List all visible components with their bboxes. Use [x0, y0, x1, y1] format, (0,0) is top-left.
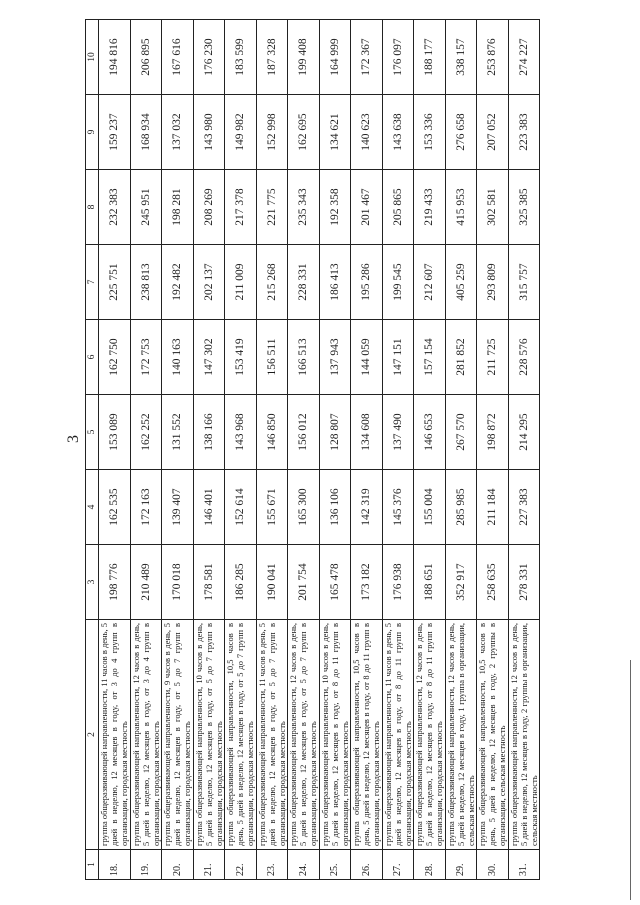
- cost-value: 258 635: [477, 545, 509, 620]
- cost-value: 208 269: [193, 170, 225, 245]
- table-row: [225, 20, 257, 880]
- cost-value: 219 433: [414, 170, 446, 245]
- table-row: [445, 20, 477, 880]
- cost-value: 162 535: [99, 470, 131, 545]
- row-number: 23.: [256, 850, 288, 880]
- row-number: 29.: [445, 850, 477, 880]
- table-row: [162, 20, 194, 880]
- cost-value: 198 872: [477, 395, 509, 470]
- cost-value: 162 252: [130, 395, 162, 470]
- cost-value: 325 385: [508, 170, 540, 245]
- group-description: группа общеразвивающей направленности, 12 часов в день, 5 дней в неделю, 12 месяцев в году, 2 группы в организации, сельская местность: [508, 620, 540, 850]
- cost-value: 134 608: [351, 395, 383, 470]
- cost-value: 228 331: [288, 245, 320, 320]
- cost-value: 137 943: [319, 320, 351, 395]
- cost-value: 143 980: [193, 95, 225, 170]
- table-row: [288, 20, 320, 880]
- cost-value: 168 934: [130, 95, 162, 170]
- cost-value: 245 951: [130, 170, 162, 245]
- cost-value: 352 917: [445, 545, 477, 620]
- cost-value: 138 166: [193, 395, 225, 470]
- cost-value: 147 151: [382, 320, 414, 395]
- cost-value: 202 137: [193, 245, 225, 320]
- column-header-5: 5: [86, 395, 99, 470]
- column-header-8: 8: [86, 170, 99, 245]
- cost-value: 212 607: [414, 245, 446, 320]
- cost-value: 176 230: [193, 20, 225, 95]
- cost-value: 302 581: [477, 170, 509, 245]
- cost-value: 149 982: [225, 95, 257, 170]
- cost-value: 223 383: [508, 95, 540, 170]
- cost-value: 176 938: [382, 545, 414, 620]
- cost-value: 178 581: [193, 545, 225, 620]
- cost-value: 153 336: [414, 95, 446, 170]
- cost-value: 187 328: [256, 20, 288, 95]
- cost-value: 137 032: [162, 95, 194, 170]
- group-description: группа общеразвивающей направленности, 10 часов в день, 5 дней в неделю, 12 месяцев в году, от 5 до 7 групп в организации, городская местность: [193, 620, 225, 850]
- cost-value: 128 807: [319, 395, 351, 470]
- cost-value: 145 376: [382, 470, 414, 545]
- cost-value: 153 089: [99, 395, 131, 470]
- column-header-10: 10: [86, 20, 99, 95]
- group-description: группа общеразвивающей направленности, 10,5 часов в день, 5 дней в неделю, 12 месяцев в году, 2 группы в организации, сельская местность: [477, 620, 509, 850]
- cost-value: 143 968: [225, 395, 257, 470]
- cost-value: 225 751: [99, 245, 131, 320]
- cost-value: 146 401: [193, 470, 225, 545]
- cost-value: 235 343: [288, 170, 320, 245]
- cost-value: 214 295: [508, 395, 540, 470]
- cost-value: 165 478: [319, 545, 351, 620]
- cost-value: 170 018: [162, 545, 194, 620]
- column-header-2: 2: [86, 620, 99, 850]
- group-description: группа общеразвивающей направленности, 11 часов в день, 5 дней в неделю, 12 месяцев в году, от 5 до 7 групп в организации, городская местность: [256, 620, 288, 850]
- table-row: [99, 20, 131, 880]
- cost-value: 139 407: [162, 470, 194, 545]
- cost-value: 227 383: [508, 470, 540, 545]
- table-row: [351, 20, 383, 880]
- cost-value: 131 552: [162, 395, 194, 470]
- cost-value: 293 809: [477, 245, 509, 320]
- table-row: [256, 20, 288, 880]
- table-header-row: [86, 20, 99, 880]
- cost-value: 162 695: [288, 95, 320, 170]
- row-number: 22.: [225, 850, 257, 880]
- table-row: [382, 20, 414, 880]
- table-row: [414, 20, 446, 880]
- cost-value: 195 286: [351, 245, 383, 320]
- cost-value: 159 237: [99, 95, 131, 170]
- cost-value: 153 419: [225, 320, 257, 395]
- cost-value: 140 623: [351, 95, 383, 170]
- cost-value: 136 106: [319, 470, 351, 545]
- cost-value: 217 378: [225, 170, 257, 245]
- rotated-table-container: [85, 20, 540, 880]
- cost-value: 228 576: [508, 320, 540, 395]
- cost-value: 192 482: [162, 245, 194, 320]
- group-description: группа общеразвивающей направленности, 12 часов в день, 5 дней в неделю, 12 месяцев в году, 1 группа в организации, сельская местность: [445, 620, 477, 850]
- group-description: группа общеразвивающей направленности, 10,5 часов в день, 5 дней в неделю, 12 месяцев в году, от 8 до 11 групп в организации, городская местность: [351, 620, 383, 850]
- cost-value: 176 097: [382, 20, 414, 95]
- column-header-1: 1: [86, 850, 99, 880]
- cost-value: 156 511: [256, 320, 288, 395]
- cost-value: 281 852: [445, 320, 477, 395]
- group-description: группа общеразвивающей направленности, 12 часов в день, 5 дней в неделю, 12 месяцев в году, от 5 до 7 групп в организации, городская местность: [288, 620, 320, 850]
- table-row: [477, 20, 509, 880]
- column-header-7: 7: [86, 245, 99, 320]
- group-description: группа общеразвивающей направленности, 11 часов в день, 5 дней в неделю, 12 месяцев в году, от 8 до 11 групп в организации, городская местность: [382, 620, 414, 850]
- cost-value: 285 985: [445, 470, 477, 545]
- cost-value: 183 599: [225, 20, 257, 95]
- cost-value: 199 408: [288, 20, 320, 95]
- column-header-6: 6: [86, 320, 99, 395]
- cost-value: 192 358: [319, 170, 351, 245]
- cost-value: 405 259: [445, 245, 477, 320]
- group-description: группа общеразвивающей направленности, 10 часов в день, 5 дней в неделю, 12 месяцев в году, от 8 до 11 групп в организации, городская местность: [319, 620, 351, 850]
- row-number: 19.: [130, 850, 162, 880]
- cost-value: 152 614: [225, 470, 257, 545]
- cost-value: 172 367: [351, 20, 383, 95]
- cost-value: 166 513: [288, 320, 320, 395]
- cost-value: 238 813: [130, 245, 162, 320]
- cost-value: 267 570: [445, 395, 477, 470]
- cost-value: 140 163: [162, 320, 194, 395]
- cost-value: 211 725: [477, 320, 509, 395]
- cost-value: 207 052: [477, 95, 509, 170]
- column-header-3: 3: [86, 545, 99, 620]
- cost-value: 146 850: [256, 395, 288, 470]
- cost-value: 186 413: [319, 245, 351, 320]
- cost-value: 215 268: [256, 245, 288, 320]
- group-description: группа общеразвивающей направленности, 12 часов в день, 5 дней в неделю, 12 месяцев в году, от 3 до 4 групп в организации, городская местность: [130, 620, 162, 850]
- cost-value: 276 658: [445, 95, 477, 170]
- cost-value: 152 998: [256, 95, 288, 170]
- cost-value: 210 489: [130, 545, 162, 620]
- cost-value: 221 775: [256, 170, 288, 245]
- table-row: [508, 20, 540, 880]
- cost-value: 201 754: [288, 545, 320, 620]
- row-number: 24.: [288, 850, 320, 880]
- row-number: 31.: [508, 850, 540, 880]
- cost-value: 190 041: [256, 545, 288, 620]
- cost-value: 194 816: [99, 20, 131, 95]
- cost-value: 165 300: [288, 470, 320, 545]
- cost-table: [85, 19, 540, 880]
- table-row: [130, 20, 162, 880]
- cost-value: 211 184: [477, 470, 509, 545]
- cost-value: 143 638: [382, 95, 414, 170]
- group-description: группа общеразвивающей направленности, 10,5 часов в день, 5 дней в неделю, 12 месяцев в году, от 5 до 7 групп в организации, городская местность: [225, 620, 257, 850]
- cost-value: 167 616: [162, 20, 194, 95]
- group-description: группа общеразвивающей направленности, 12 часов в день, 5 дней в неделю, 12 месяцев в году, от 8 до 11 групп в организации, городская местность: [414, 620, 446, 850]
- cost-value: 198 776: [99, 545, 131, 620]
- cost-value: 147 302: [193, 320, 225, 395]
- table-body: [99, 20, 540, 880]
- row-number: 18.: [99, 850, 131, 880]
- row-number: 25.: [319, 850, 351, 880]
- cost-value: 186 285: [225, 545, 257, 620]
- scan-edge-line: [630, 660, 631, 900]
- cost-value: 415 953: [445, 170, 477, 245]
- cost-value: 172 753: [130, 320, 162, 395]
- cost-value: 201 467: [351, 170, 383, 245]
- cost-value: 134 621: [319, 95, 351, 170]
- cost-value: 232 383: [99, 170, 131, 245]
- cost-value: 315 757: [508, 245, 540, 320]
- cost-value: 211 009: [225, 245, 257, 320]
- cost-value: 162 750: [99, 320, 131, 395]
- table-row: [319, 20, 351, 880]
- cost-value: 156 012: [288, 395, 320, 470]
- cost-value: 164 999: [319, 20, 351, 95]
- cost-value: 206 895: [130, 20, 162, 95]
- cost-value: 146 653: [414, 395, 446, 470]
- cost-value: 253 876: [477, 20, 509, 95]
- cost-value: 144 059: [351, 320, 383, 395]
- row-number: 26.: [351, 850, 383, 880]
- cost-value: 274 227: [508, 20, 540, 95]
- cost-value: 137 490: [382, 395, 414, 470]
- cost-value: 155 671: [256, 470, 288, 545]
- row-number: 20.: [162, 850, 194, 880]
- cost-value: 188 177: [414, 20, 446, 95]
- cost-value: 199 545: [382, 245, 414, 320]
- column-header-4: 4: [86, 470, 99, 545]
- cost-value: 142 319: [351, 470, 383, 545]
- cost-value: 198 281: [162, 170, 194, 245]
- cost-value: 205 865: [382, 170, 414, 245]
- column-header-9: 9: [86, 95, 99, 170]
- cost-value: 338 157: [445, 20, 477, 95]
- table-row: [193, 20, 225, 880]
- cost-value: 155 004: [414, 470, 446, 545]
- row-number: 21.: [193, 850, 225, 880]
- group-description: группа общеразвивающей направленности, 9 часов в день, 5 дней в неделю, 12 месяцев в году, от 5 до 7 групп в организации, городская местность: [162, 620, 194, 850]
- row-number: 27.: [382, 850, 414, 880]
- cost-value: 173 182: [351, 545, 383, 620]
- cost-value: 188 651: [414, 545, 446, 620]
- row-number: 28.: [414, 850, 446, 880]
- cost-value: 172 163: [130, 470, 162, 545]
- page-number: 3: [65, 435, 82, 443]
- cost-value: 278 331: [508, 545, 540, 620]
- row-number: 30.: [477, 850, 509, 880]
- cost-value: 157 154: [414, 320, 446, 395]
- group-description: группа общеразвивающей направленности, 11 часов в день, 5 дней в неделю, 12 месяцев в году, от 3 до 4 групп в организации, городская местность: [99, 620, 131, 850]
